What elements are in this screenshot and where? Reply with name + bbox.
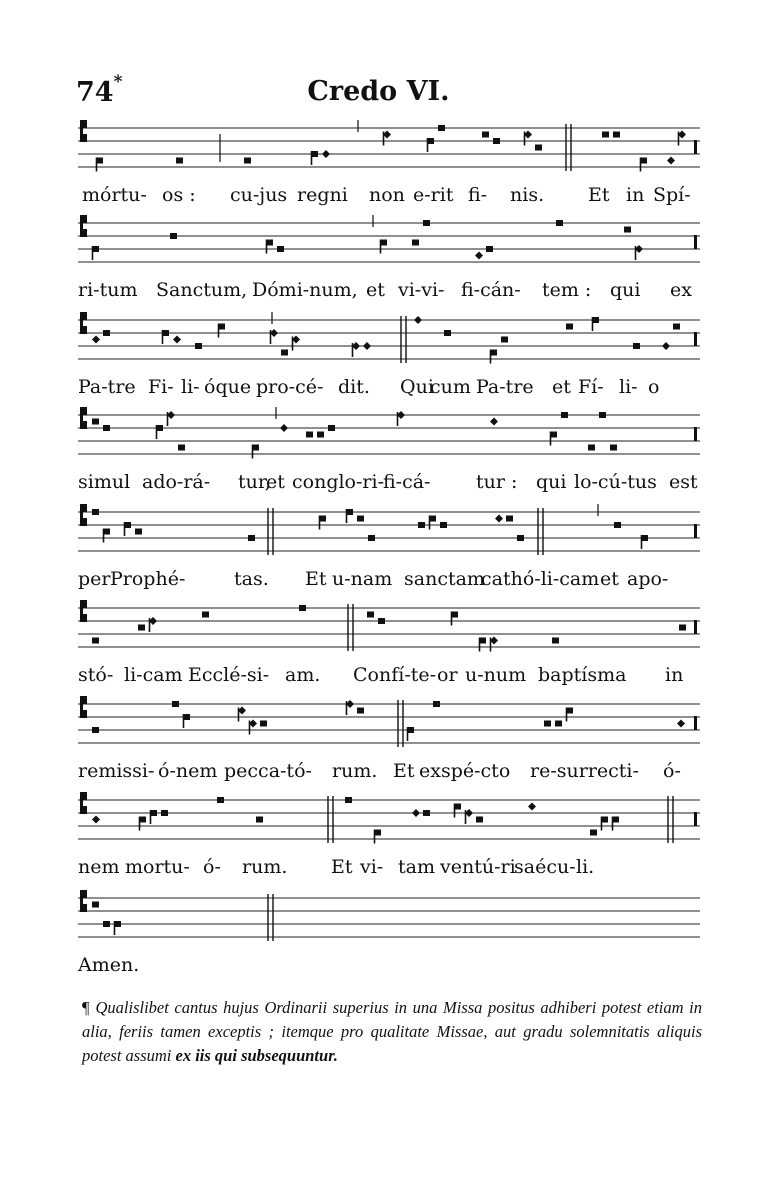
rhombus-note: [475, 252, 483, 260]
punctum-note: [423, 810, 430, 816]
lyric-syllable: tam: [398, 856, 435, 878]
punctum-note: [306, 432, 313, 438]
custos-icon: [694, 140, 697, 154]
lyric-syllable: stó-: [78, 664, 114, 686]
punctum-note: [423, 220, 430, 226]
lyric-syllable: et: [552, 376, 571, 398]
punctum-note: [613, 132, 620, 138]
lyric-syllable: li-: [181, 376, 200, 398]
punctum-note: [556, 220, 563, 226]
rhombus-note: [173, 336, 181, 344]
punctum-note: [482, 132, 489, 138]
punctum-note: [506, 516, 513, 522]
punctum-note: [476, 817, 483, 823]
lyric-syllable: est: [669, 471, 698, 493]
punctum-note: [599, 412, 606, 418]
lyric-syllable: dit.: [338, 376, 370, 398]
c-clef-icon: [80, 696, 87, 718]
punctum-note: [103, 425, 110, 431]
lyric-syllable: rum.: [242, 856, 288, 878]
lyric-syllable: in: [626, 184, 645, 206]
punctum-note: [433, 701, 440, 707]
punctum-note: [378, 618, 385, 624]
punctum-note: [633, 343, 640, 349]
punctum-note: [178, 445, 185, 451]
rhombus-note: [92, 336, 100, 344]
custos-icon: [694, 620, 697, 634]
rhombus-note: [677, 720, 685, 728]
rhombus-note: [495, 515, 503, 523]
punctum-note: [248, 535, 255, 541]
lyric-syllable: tem :: [542, 279, 592, 301]
lyric-syllable: Et: [393, 760, 415, 782]
punctum-note: [566, 324, 573, 330]
custos-icon: [694, 332, 697, 346]
punctum-note: [202, 612, 209, 618]
lyric-syllable: re-surrecti-: [530, 760, 639, 782]
lyric-syllable: remissi-: [78, 760, 155, 782]
rhombus-note: [363, 342, 371, 350]
lyric-syllable: simul: [78, 471, 131, 493]
c-clef-icon: [80, 215, 87, 237]
lyric-syllable: pecca-tó-: [224, 760, 312, 782]
lyric-syllable: et: [366, 279, 385, 301]
lyric-syllable: rum.: [332, 760, 378, 782]
rhombus-note: [490, 418, 498, 426]
lyric-syllable: saécu-: [514, 856, 576, 878]
lyric-syllable: mórtu-: [82, 184, 147, 206]
lyric-syllable: li-cam: [124, 664, 183, 686]
punctum-note: [281, 350, 288, 356]
lyric-syllable: o: [648, 376, 660, 398]
rhombus-note: [322, 150, 330, 158]
lyric-syllable: fi-cán-: [461, 279, 521, 301]
lyric-syllable: Spí-: [653, 184, 691, 206]
punctum-note: [561, 412, 568, 418]
punctum-note: [277, 246, 284, 252]
punctum-note: [170, 233, 177, 239]
punctum-note: [610, 445, 617, 451]
custos-icon: [694, 812, 697, 826]
punctum-note: [299, 605, 306, 611]
lyric-syllable: qui: [610, 279, 641, 301]
c-clef-icon: [80, 600, 87, 622]
c-clef-icon: [80, 312, 87, 334]
lyric-syllable: Confí-te-: [353, 664, 437, 686]
lyric-syllable: tur,: [238, 471, 271, 493]
punctum-note: [195, 343, 202, 349]
rhombus-note: [280, 424, 288, 432]
lyric-syllable: vi-vi-: [398, 279, 445, 301]
punctum-note: [486, 246, 493, 252]
punctum-note: [588, 445, 595, 451]
rubric-tail: ex iis qui subsequuntur.: [175, 1046, 338, 1065]
lyric-syllable: ventú-ri: [440, 856, 516, 878]
lyric-syllable: ó-nem: [158, 760, 218, 782]
punctum-note: [92, 419, 99, 425]
punctum-note: [552, 638, 559, 644]
lyric-syllable: per: [78, 568, 111, 590]
punctum-note: [172, 701, 179, 707]
paragraph-mark-icon: ¶: [82, 998, 90, 1017]
rhombus-note: [412, 809, 420, 817]
lyric-syllable: ó-: [203, 856, 221, 878]
lyric-syllable: ado-rá-: [142, 471, 211, 493]
lyric-syllable: Fi-: [148, 376, 174, 398]
lyric-syllable: cathó-li-cam: [481, 568, 600, 590]
lyric-syllable: Et: [305, 568, 327, 590]
c-clef-icon: [80, 890, 87, 912]
punctum-note: [590, 830, 597, 836]
lyric-syllable: Pa-tre: [476, 376, 534, 398]
c-clef-icon: [80, 792, 87, 814]
page-title: Credo VI.: [307, 76, 450, 107]
lyric-syllable: Et: [331, 856, 353, 878]
punctum-note: [92, 638, 99, 644]
lyric-syllable: u-num: [465, 664, 527, 686]
lyric-syllable: baptísma: [538, 664, 627, 686]
lyric-syllable: Fí-: [578, 376, 604, 398]
punctum-note: [544, 721, 551, 727]
c-clef-icon: [80, 120, 87, 142]
lyric-syllable: qui: [536, 471, 567, 493]
lyric-syllable: Dómi-num,: [252, 279, 358, 301]
punctum-note: [679, 625, 686, 631]
lyric-syllable: lo-cú-tus: [574, 471, 657, 493]
punctum-note: [256, 817, 263, 823]
punctum-note: [614, 522, 621, 528]
lyric-syllable: nis.: [510, 184, 545, 206]
lyric-syllable: apo-: [627, 568, 669, 590]
lyric-syllable: Amen.: [78, 954, 140, 976]
lyric-syllable: li-: [619, 376, 638, 398]
c-clef-icon: [80, 504, 87, 526]
lyric-syllable: ó-: [663, 760, 681, 782]
punctum-note: [92, 727, 99, 733]
punctum-note: [501, 337, 508, 343]
lyric-syllable: Et: [588, 184, 610, 206]
lyric-syllable: Qui: [400, 376, 434, 398]
lyric-syllable: regni: [297, 184, 348, 206]
punctum-note: [328, 425, 335, 431]
staff-lines: [78, 888, 700, 972]
punctum-note: [493, 138, 500, 144]
punctum-note: [418, 522, 425, 528]
punctum-note: [412, 240, 419, 246]
lyric-syllable: cu-jus: [230, 184, 288, 206]
punctum-note: [368, 535, 375, 541]
punctum-note: [624, 227, 631, 233]
punctum-note: [345, 797, 352, 803]
lyric-syllable: or: [437, 664, 458, 686]
lyric-syllable: pro-cé-: [256, 376, 324, 398]
lyric-syllable: fi-cá-: [383, 471, 431, 493]
punctum-note: [517, 535, 524, 541]
lyric-syllable: os :: [162, 184, 196, 206]
punctum-note: [317, 432, 324, 438]
rubric-note: [82, 996, 702, 1068]
punctum-note: [440, 522, 447, 528]
rhombus-note: [528, 803, 536, 811]
punctum-note: [444, 330, 451, 336]
rhombus-note: [662, 342, 670, 350]
lyric-syllable: sanctam: [404, 568, 485, 590]
lyric-syllable: exspé-cto: [419, 760, 511, 782]
lyric-syllable: tas.: [234, 568, 269, 590]
punctum-note: [161, 810, 168, 816]
punctum-note: [438, 125, 445, 131]
lyric-syllable: conglo-ri-: [292, 471, 384, 493]
custos-icon: [694, 427, 697, 441]
custos-icon: [694, 235, 697, 249]
custos-icon: [694, 524, 697, 538]
lyric-syllable: u-nam: [332, 568, 393, 590]
lyric-syllable: Pa-tre: [78, 376, 136, 398]
lyric-syllable: Sanctum,: [156, 279, 248, 301]
punctum-note: [357, 708, 364, 714]
lyric-syllable: vi-: [360, 856, 384, 878]
c-clef-icon: [80, 407, 87, 429]
page-number: 74*: [76, 72, 123, 108]
lyric-syllable: ri-tum: [78, 279, 138, 301]
lyric-syllable: et: [600, 568, 619, 590]
punctum-note: [602, 132, 609, 138]
rhombus-note: [414, 316, 422, 324]
lyric-syllable: am.: [285, 664, 321, 686]
lyric-syllable: cum: [430, 376, 471, 398]
lyric-syllable: mortu-: [125, 856, 190, 878]
lyric-syllable: nem: [78, 856, 120, 878]
rhombus-note: [92, 816, 100, 824]
lyric-syllable: fi-: [468, 184, 488, 206]
lyric-syllable: ex: [670, 279, 692, 301]
rubric-text: Qualislibet cantus hujus Ordinarii superius in una Missa positus adhiberi potest etiam in alia, feriis tamen exceptis ; itemque pro qualitate Missae, aut gradu solemnitatis aliquis potest assumi: [82, 998, 702, 1065]
punctum-note: [555, 721, 562, 727]
lyric-syllable: non: [369, 184, 405, 206]
lyric-syllable: in: [665, 664, 684, 686]
lyric-syllable: Ecclé-si-: [188, 664, 270, 686]
lyric-syllable: e-rit: [413, 184, 454, 206]
lyric-syllable: et: [266, 471, 285, 493]
lyric-syllable: li.: [576, 856, 595, 878]
punctum-note: [673, 324, 680, 330]
punctum-note: [357, 516, 364, 522]
punctum-note: [535, 145, 542, 151]
punctum-note: [103, 921, 110, 927]
punctum-note: [260, 721, 267, 727]
lyric-syllable: Prophé-: [110, 568, 186, 590]
punctum-note: [176, 158, 183, 164]
punctum-note: [138, 625, 145, 631]
lyric-syllable: óque: [204, 376, 252, 398]
punctum-note: [103, 330, 110, 336]
punctum-note: [135, 529, 142, 535]
punctum-note: [92, 509, 99, 515]
punctum-note: [92, 902, 99, 908]
punctum-note: [367, 612, 374, 618]
custos-icon: [694, 716, 697, 730]
rhombus-note: [667, 157, 675, 165]
lyric-syllable: tur :: [476, 471, 518, 493]
punctum-note: [217, 797, 224, 803]
punctum-note: [244, 158, 251, 164]
